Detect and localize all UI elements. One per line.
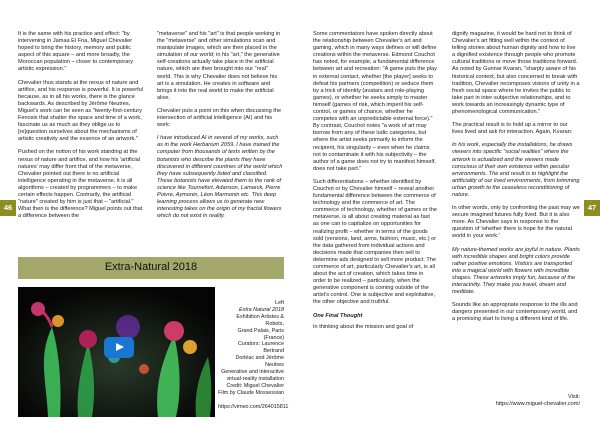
quote-paragraph: In his work, especially the installations, he draws viewers into specific "social realities" where the artwork is actualized and the viewers made conscious of their own existence within peculiar environments. The end result is to highlight the artificiality of our lived environments, from brimming urban growth to the ceaseless reconditioning of nature. bbox=[452, 142, 580, 198]
column-3 bbox=[313, 31, 437, 337]
caption-line: virtual-reality installation bbox=[226, 375, 284, 382]
paragraph: In thinking about the mission and goal of bbox=[313, 323, 414, 330]
paragraph: Pushed on the notion of his work standing at the nexus of nature and artifice, and how his 'artificial natures' may differ from that of the metaverse, Chevalier pointed out there is no artificial intelligence operating in the metaverse, it is all algorithms – created by programmers – to make certain effects happen. Contrarily, the artificial "nature" created by him is just that – "artificial." What then is the difference? Miguel points out that a difference between the bbox=[18, 149, 143, 220]
page-number-left: 46 bbox=[0, 200, 16, 216]
quote-paragraph: I have introduced AI in several of my works, such as in the work Herbarium 2059. I have trained the computer from thousands of texts written by the botanists who describe the plants they have discovered in different countries of the world which they have subsequently listed and classified. These botanists have elevated them to the rank of science like Tournefort, Adanson, Lamarck, Pierre Poivre, Aymonin, Léon Marmonin etc. This deep learning process allows us to generate new interesting takes on the origin of my fractal flowers which do not exist in reality. bbox=[157, 135, 283, 220]
caption-line: Dorléac and Jérôme Neutres bbox=[235, 355, 284, 369]
visit-link[interactable]: https://www.miguel-chevalier.com/ bbox=[495, 401, 580, 407]
paragraph: It is the same with his practice and effect: "by intervening in Jamaa El Fna, Miguel Chevalier hoped to bring the history, memory and public aspect of this square – and more broadly, the Moroccan population – closer to contemporary artistic expression." bbox=[18, 31, 134, 73]
paragraph: Sounds like an appropriate response to the ills and dangers presented in our contemporary world, and a promising start to living a different kind of life. bbox=[452, 302, 578, 323]
caption-line: Film by Claude Mossessian : bbox=[218, 389, 284, 403]
caption-line: Credit: Miguel Chevalier bbox=[226, 382, 284, 389]
video-title-banner bbox=[18, 257, 284, 279]
play-icon bbox=[116, 343, 124, 351]
caption-line: Generative and interactive bbox=[221, 369, 284, 376]
paragraph: Chevalier puts a point on this when discussing the intersection of artificial intelligence (AI) and his work: bbox=[157, 107, 282, 129]
paragraph: Such differentiations – whether identified by Couchot or by Chevalier himself – reveal another fundamental difference between the commerce of technology and the commerce of art. The commerce of technology, whether of games or the metaverse, is all about creating material as fast as one can to capitalize on opportunities for realizing profit – whether in terms of the goods sold (versions, land, arms, fashion, music, etc.) or the data gathered from individual actions and decisions made that companies then sell to determine ads designed to sell more product. The commerce of art, particularly Chevalier's art, is all about the act of creation, which takes time in order to be realized – particularly, when the generative component is coming outside of the artist's control. One is subjective and exploitative, the other objective and truthful. bbox=[313, 178, 437, 306]
section-heading: One Final Thought bbox=[313, 312, 363, 319]
paragraph: Some commentators have spoken directly about the relationship between Chevalier's art and gaming, which in many ways defines or will define creations within the metaverse. Edmond Couchot has noted, for example, a fundamental difference between art and recreation: "A game puts the play in external contact, whether [the player] seeks to defeat his partners (competition) or seduce them by a trick of identity (avatars and role-playing games), or whether he seeks simply to master himself (games of risk, which imperil his self-control, or games of chance, whether he competes with an unpredictable external force)." By contrast, Couchot notes "a work of art may borrow from any of these ludic categories, but where the artist seeks primarily to inform the recipient, his singularity – even when he claims not to contaminate it with his subjectivity – the author of a game does not try to manifest himself, does not take part." bbox=[313, 31, 437, 172]
image-caption bbox=[218, 300, 289, 411]
caption-line: Left bbox=[275, 300, 284, 306]
column-4 bbox=[452, 31, 580, 329]
play-button[interactable] bbox=[104, 337, 134, 358]
visit-block bbox=[440, 394, 580, 408]
paragraph: The practical result is to hold up a mirror to our lives lived and ask for interaction. Again, Kvaran: bbox=[452, 122, 573, 136]
video-title: Extra-Natural 2018 bbox=[104, 261, 198, 273]
caption-line: Extra Natural 2018 bbox=[239, 306, 284, 313]
video-player[interactable] bbox=[18, 287, 215, 417]
column-2 bbox=[157, 31, 283, 226]
caption-line: Grand Palais, Paris (France) bbox=[237, 327, 284, 341]
caption-line: Curators: Laurence Bertrand bbox=[237, 341, 284, 355]
page-number-right: 47 bbox=[584, 200, 600, 216]
quote-paragraph: My nature-themed works are joyful in nature. Plants with incredible shapes and bright colors provide rather positive emotions. Visitors are transported into a magical world with flowers with incredible shapes. These artworks imply fun, because of the interactivity. They make you travel, dream and meditate. bbox=[452, 246, 580, 296]
paragraph: Chevalier thus stands at the nexus of nature and artifice, and his response is powerful. It is powerful because, as in all his works, there is the glance backwards. As described by Jérôme Neutres, Miguel's work can be seen as "twenty-first-century Fenosis that shatter the space and time of a work, fascinate us as much as they oblige us to [re]question ourselves about the mechanisms of artistic creativity and the essence of an artwork." bbox=[18, 79, 143, 143]
visit-label: Visit: bbox=[567, 394, 580, 400]
caption-line: Exhibition Artistes & Robots, bbox=[236, 313, 284, 327]
column-1 bbox=[18, 31, 144, 226]
paragraph: In other words, only by confronting the past may we secure imagined futures fully lived. But it is also more. As Chevalier says in response to the question of 'whether there is hope for the natural world in your work:' bbox=[452, 205, 580, 240]
caption-link[interactable]: https://vimeo.com/264015811 bbox=[218, 403, 289, 410]
paragraph: "metaverse" and his "art" is that people working in the "metaverse" and other simulations scan and manipulate images, which are then placed in the simulation of our world; in his "art," the generative self-creations actually take place in the artificial nature, which are then brought into our "real" world. This is why Chevalier does not believe his art is a simulation. He creates in software and brings it into the real world to make the artificial alive. bbox=[157, 31, 281, 101]
paragraph: dignify magazine, it would be hard not to think of Chevalier's art fitting well within the context of telling stories about human dignity and how to live a dignified existence through people who promote cultural traditions or move those traditions forward. As noted by Gunnar Kvaran, "sharply aware of his historical context, but also concerned to break with tradition, Chevalier recomposes visions of unity in a fresh social space where he invites the public to take part in inter-subjective relationships, and to work towards an increasingly dynamic type of phenomenological communication." bbox=[452, 31, 580, 116]
